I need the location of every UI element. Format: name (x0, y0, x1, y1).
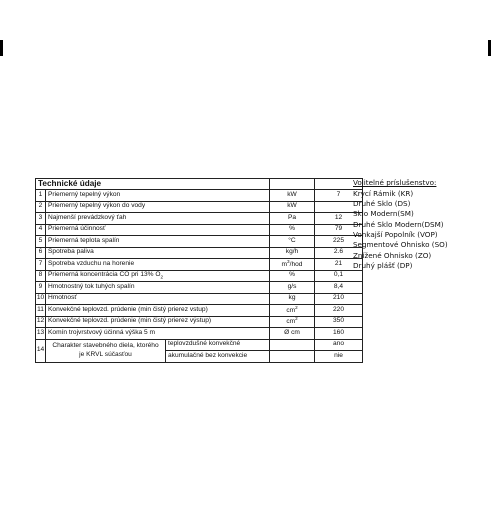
row-unit (270, 190, 315, 202)
row-label-text: Konvekčné teplovzd. prúdenie (min čistý prierez vstup) (48, 305, 208, 313)
row-number: 13 (36, 328, 46, 340)
row-label-text: Komín trojvrstvový účinná výška 5 m (48, 328, 156, 336)
row-unit (270, 305, 315, 317)
row-number: 4 (36, 224, 46, 236)
row-unit (270, 213, 315, 225)
option-convection-unit (270, 339, 315, 351)
table-title-spacer (270, 179, 315, 190)
building-character-line1: Charakter stavebného diela, ktorého (52, 342, 159, 350)
option-convection-value: ano (315, 339, 363, 351)
row-number: 2 (36, 201, 46, 213)
row-value: 12 (315, 213, 363, 225)
row-unit-text: °C (288, 236, 296, 244)
table-row (36, 201, 363, 213)
row-label-subscript: 2 (160, 274, 164, 280)
row-label-text: Priemerný tepelný výkon do vody (48, 202, 146, 210)
row-unit-tail: /hod (289, 261, 303, 269)
row-label (46, 190, 270, 202)
row-label (46, 328, 270, 340)
row-number: 6 (36, 247, 46, 259)
accessory-item: Krycí Rámik (KR) (353, 188, 414, 198)
row-unit-text: cm (286, 307, 296, 315)
row-number: 12 (36, 316, 46, 328)
table-row (36, 247, 363, 259)
row-number: 14 (36, 339, 46, 362)
row-unit-text: kg (288, 294, 296, 302)
table-row (36, 316, 363, 328)
row-value: 225 (315, 236, 363, 248)
row-label (46, 305, 270, 317)
row-number: 3 (36, 213, 46, 225)
table-title: Technické údaje (36, 179, 270, 190)
row-label-text: Konvekčné teplovzd. prúdenie (min čistý prierez výstup) (48, 317, 212, 325)
row-label-text: Spotreba paliva (48, 248, 94, 256)
row-label (46, 270, 270, 282)
row-label-text: Priemerná účinnosť (48, 225, 106, 233)
option-accumulation: akumulačné bez konvekcie (166, 351, 270, 363)
row-label (46, 282, 270, 294)
row-label (46, 316, 270, 328)
row-unit-text: % (289, 225, 295, 233)
row-value: 2.6 (315, 247, 363, 259)
row-number: 1 (36, 190, 46, 202)
row-label (46, 259, 270, 271)
row-label-text: Spotreba vzduchu na horenie (48, 259, 135, 267)
row-unit (270, 282, 315, 294)
row-number: 11 (36, 305, 46, 317)
table-row (36, 224, 363, 236)
row-unit-text: cm (286, 318, 296, 326)
row-label (46, 247, 270, 259)
row-unit (270, 293, 315, 305)
row-value: 350 (315, 316, 363, 328)
row-value: 21 (315, 259, 363, 271)
row-label (46, 213, 270, 225)
scan-edge-left (0, 40, 3, 56)
row-value: 8,4 (315, 282, 363, 294)
row-label (46, 201, 270, 213)
option-accumulation-value: nie (315, 351, 363, 363)
accessories-title: Volitelné príslušenstvo: (353, 178, 437, 187)
building-character-line2: je KRVL súčasťou (79, 350, 132, 358)
table-row (36, 328, 363, 340)
row-unit-superscript: 2 (295, 316, 298, 322)
row-label-text: Hmotnostný tok tuhých spalín (48, 282, 135, 290)
table-row (36, 270, 363, 282)
row-number: 10 (36, 293, 46, 305)
technical-data-table (35, 178, 363, 363)
table-row (36, 293, 363, 305)
accessories-list (353, 189, 448, 272)
row-unit-text: g/s (287, 282, 297, 290)
row-label-text: Hmotnosť (48, 294, 77, 302)
row-unit (270, 247, 315, 259)
table-row (36, 236, 363, 248)
row-label-text: Priemerná koncentrácia CO pri 13% O (48, 270, 161, 278)
table-row (36, 190, 363, 202)
accessory-item: Znížené Ohnisko (ZO) (353, 250, 432, 260)
accessory-item: Segmentové Ohnisko (SO) (353, 240, 448, 250)
table-row (36, 305, 363, 317)
table-row (36, 213, 363, 225)
table-row (36, 259, 363, 271)
row-unit-text: m (281, 261, 288, 269)
row-number: 5 (36, 236, 46, 248)
row-unit-text: % (289, 271, 295, 279)
option-accumulation-unit (270, 351, 315, 363)
option-convection: teplovzdušné konvekčné (166, 339, 270, 351)
accessory-item: Sklo Modern(SM) (353, 209, 414, 219)
row-label-text: Priemerná teplota spalín (48, 236, 120, 244)
accessory-item: Vonkajší Popolník (VOP) (353, 230, 438, 240)
table-row (36, 282, 363, 294)
row-unit-superscript: 3 (287, 258, 290, 264)
row-unit-text: kW (287, 202, 297, 210)
row-unit-text: Ø cm (284, 328, 300, 336)
accessory-item: Druhý plášť (DP) (353, 261, 413, 271)
row-number: 9 (36, 282, 46, 294)
building-character-label (46, 339, 166, 362)
row-label (46, 224, 270, 236)
table-title-row (36, 179, 363, 190)
row-value: 0,1 (315, 270, 363, 282)
row-unit-text: kW (287, 190, 297, 198)
accessory-item: Druhé Sklo Modern(DSM) (353, 219, 444, 229)
row-unit-text: Pa (287, 213, 297, 221)
row-label-text: Najmenší prevádzkový ťah (48, 213, 127, 221)
table-body (36, 190, 363, 340)
row-unit (270, 328, 315, 340)
row-unit (270, 270, 315, 282)
row-unit (270, 236, 315, 248)
row-label (46, 236, 270, 248)
row-unit (270, 316, 315, 328)
row-unit (270, 201, 315, 213)
row-label (46, 293, 270, 305)
row-value: 210 (315, 293, 363, 305)
accessory-item: Druhé Sklo (DS) (353, 198, 411, 208)
row-unit (270, 224, 315, 236)
row-number: 8 (36, 270, 46, 282)
row-number: 7 (36, 259, 46, 271)
row-value: 7 (315, 190, 363, 202)
row-value: 220 (315, 305, 363, 317)
row-unit (270, 259, 315, 271)
row-label-text: Priemerný tepelný výkon (48, 190, 121, 198)
row-value: 160 (315, 328, 363, 340)
row-value: 79 (315, 224, 363, 236)
row-unit-text: kg/h (285, 248, 299, 256)
table-row-14-a (36, 339, 363, 351)
row-unit-superscript: 2 (295, 304, 298, 310)
optional-accessories (353, 177, 448, 272)
